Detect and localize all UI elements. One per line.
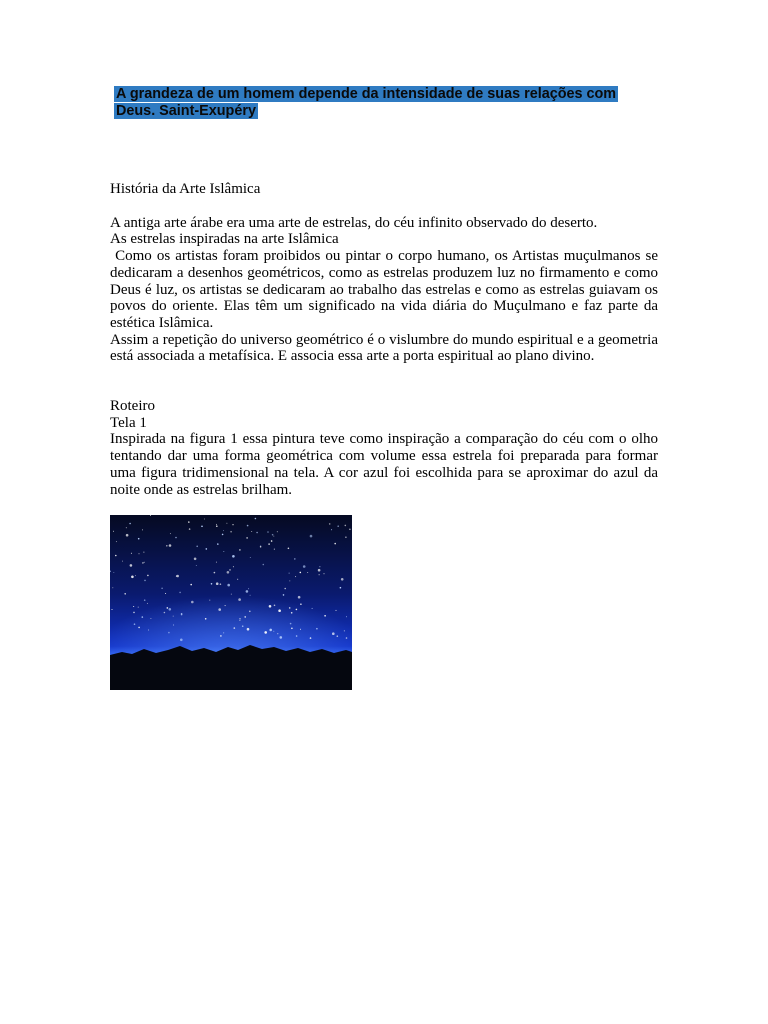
star xyxy=(260,546,262,548)
star xyxy=(175,537,177,539)
star xyxy=(298,596,301,599)
star xyxy=(144,562,145,563)
roteiro-heading: Roteiro xyxy=(110,398,155,415)
star xyxy=(227,571,230,574)
star xyxy=(113,572,114,573)
star xyxy=(334,543,336,545)
star xyxy=(134,624,136,626)
star xyxy=(216,524,217,525)
star xyxy=(204,519,205,520)
star xyxy=(222,534,224,536)
roteiro-subheading: Tela 1 xyxy=(110,414,147,431)
star xyxy=(318,569,321,572)
star xyxy=(133,612,135,614)
star xyxy=(233,566,234,567)
star xyxy=(346,617,347,618)
star xyxy=(130,564,133,567)
star xyxy=(246,590,249,593)
star xyxy=(143,552,144,553)
star xyxy=(112,609,113,610)
star xyxy=(277,531,278,532)
star xyxy=(147,575,149,577)
star xyxy=(223,530,224,531)
star xyxy=(269,605,272,608)
star xyxy=(319,567,320,568)
star xyxy=(324,574,325,575)
star xyxy=(249,611,251,613)
star xyxy=(144,580,146,582)
intro-section xyxy=(110,214,662,365)
star xyxy=(205,618,207,620)
star xyxy=(290,623,292,625)
star xyxy=(116,541,117,542)
star xyxy=(303,565,306,568)
star xyxy=(289,573,290,574)
star xyxy=(173,625,174,626)
star xyxy=(138,538,140,540)
star xyxy=(294,558,296,560)
star xyxy=(296,609,298,611)
star xyxy=(263,564,265,566)
star xyxy=(273,631,274,632)
star xyxy=(220,584,222,586)
star xyxy=(332,633,335,636)
star xyxy=(331,529,332,530)
star xyxy=(201,526,203,528)
star xyxy=(237,579,238,580)
star xyxy=(135,575,136,576)
star xyxy=(239,618,241,620)
intro-paragraph: As estrelas inspiradas na arte Islâmica xyxy=(110,231,339,248)
star xyxy=(129,523,131,525)
star xyxy=(300,629,301,630)
star xyxy=(144,600,146,602)
star xyxy=(206,548,208,550)
star xyxy=(232,525,233,526)
star xyxy=(217,544,219,546)
star xyxy=(345,537,347,539)
star xyxy=(176,576,178,578)
star xyxy=(220,635,222,637)
star xyxy=(138,627,140,629)
star xyxy=(316,628,318,630)
star xyxy=(223,551,224,552)
star xyxy=(239,620,240,621)
star xyxy=(289,581,290,582)
star xyxy=(329,523,331,525)
star xyxy=(264,631,267,634)
star xyxy=(131,576,134,579)
star xyxy=(196,565,197,566)
star xyxy=(284,588,286,590)
star xyxy=(173,616,174,617)
star xyxy=(170,533,171,534)
star xyxy=(346,637,348,639)
star xyxy=(349,529,351,531)
star xyxy=(190,584,192,586)
star xyxy=(300,604,302,606)
star xyxy=(139,554,140,555)
star xyxy=(288,548,290,550)
star xyxy=(126,528,127,529)
star xyxy=(310,638,312,640)
star xyxy=(126,534,129,537)
star xyxy=(267,531,269,533)
star xyxy=(113,531,114,532)
star xyxy=(239,549,241,551)
star xyxy=(112,588,113,589)
star xyxy=(188,522,190,524)
star xyxy=(230,531,232,533)
star xyxy=(168,632,170,634)
quote-text: A grandeza de um homem depende da intensidade de suas relações com Deus. Saint-Exupéry xyxy=(116,86,617,119)
star xyxy=(122,561,123,562)
intro-paragraph: Assim a repetição do universo geométrico é o vislumbre do mundo espiritual e a geometria está associada a metafísica. E associa essa arte a porta espiritual ao plano divino. xyxy=(110,331,658,365)
star xyxy=(167,607,169,609)
star xyxy=(214,572,216,574)
star xyxy=(227,584,230,587)
star xyxy=(191,601,194,604)
star xyxy=(345,525,347,527)
star xyxy=(273,536,274,537)
star xyxy=(115,555,117,557)
star xyxy=(274,549,275,550)
star xyxy=(336,610,337,611)
star xyxy=(250,557,251,558)
star xyxy=(272,534,274,536)
star xyxy=(189,529,191,531)
star xyxy=(251,531,252,532)
star xyxy=(307,572,308,573)
star xyxy=(280,636,283,639)
star xyxy=(238,599,241,602)
star xyxy=(300,572,302,574)
star xyxy=(344,631,345,632)
star xyxy=(246,537,248,539)
star xyxy=(166,545,168,547)
star xyxy=(216,526,218,528)
roteiro-paragraph: Inspirada na figura 1 essa pintura teve como inspiração a comparação do céu com o olho tentando dar uma forma geométrica com volume essa estrela foi preparada para formar uma figura tridimensional na tela. A cor azul foi escolhida para se aproximar do azul da noite onde as estrelas brilham. xyxy=(110,431,658,498)
star xyxy=(310,535,313,538)
star xyxy=(324,615,326,617)
star xyxy=(169,544,172,547)
intro-paragraph: A antiga arte árabe era uma arte de estrelas, do céu infinito observado do deserto. xyxy=(110,214,598,231)
star xyxy=(250,595,251,596)
star xyxy=(341,578,344,581)
star xyxy=(218,609,221,612)
star xyxy=(161,588,163,590)
star xyxy=(232,555,235,558)
star xyxy=(142,617,144,619)
star xyxy=(165,593,166,594)
star xyxy=(337,526,339,528)
star xyxy=(242,626,244,628)
star xyxy=(289,607,291,609)
star xyxy=(340,587,342,589)
star xyxy=(147,603,148,604)
star xyxy=(211,583,213,585)
star xyxy=(291,628,293,630)
star xyxy=(131,553,132,554)
star xyxy=(180,639,183,642)
star xyxy=(194,558,197,561)
star xyxy=(274,605,276,607)
star xyxy=(234,628,236,630)
document-page xyxy=(110,86,662,690)
section-title: História da Arte Islâmica xyxy=(110,181,261,197)
star xyxy=(247,525,249,527)
star xyxy=(269,629,272,632)
highlighted-quote xyxy=(114,86,654,120)
star xyxy=(319,574,320,575)
star xyxy=(229,569,231,571)
star xyxy=(233,525,234,526)
star xyxy=(150,618,151,619)
star xyxy=(226,523,227,524)
star xyxy=(138,607,139,608)
star xyxy=(223,633,224,634)
intro-paragraph: Como os artistas foram proibidos ou pintar o corpo humano, os Artistas muçulmanos se dedicaram a desenhos geométricos, como as estrelas produzem luz no firmamento e como Deus é luz, os artistas se dedicaram ao trabalho das estrelas e como as estrelas guiavam os povos do oriente. Elas têm um significado na vida diária do Muçulmano e faz parte da estética Islâmica. xyxy=(110,248,662,331)
star xyxy=(225,605,226,606)
star xyxy=(256,532,258,534)
star xyxy=(312,608,313,609)
star xyxy=(196,546,198,548)
star xyxy=(248,589,249,590)
star xyxy=(179,592,181,594)
star xyxy=(295,576,296,577)
star xyxy=(169,608,172,611)
star xyxy=(291,612,293,614)
star xyxy=(268,544,270,546)
star xyxy=(255,518,257,520)
star xyxy=(164,612,166,614)
mountain-silhouette xyxy=(110,645,352,690)
star xyxy=(244,616,246,618)
star xyxy=(247,628,250,631)
star xyxy=(278,610,281,613)
star xyxy=(271,540,273,542)
star xyxy=(148,630,149,631)
roteiro-section xyxy=(110,398,658,498)
star xyxy=(124,593,126,595)
starry-night-image xyxy=(110,515,352,690)
star xyxy=(283,594,285,596)
star xyxy=(337,636,339,638)
star xyxy=(209,600,210,601)
star xyxy=(231,594,232,595)
star xyxy=(296,635,298,637)
star xyxy=(277,633,278,634)
star xyxy=(133,606,134,607)
star xyxy=(216,562,217,563)
star xyxy=(142,562,144,564)
star xyxy=(216,583,219,586)
star xyxy=(181,614,183,616)
star xyxy=(142,530,143,531)
